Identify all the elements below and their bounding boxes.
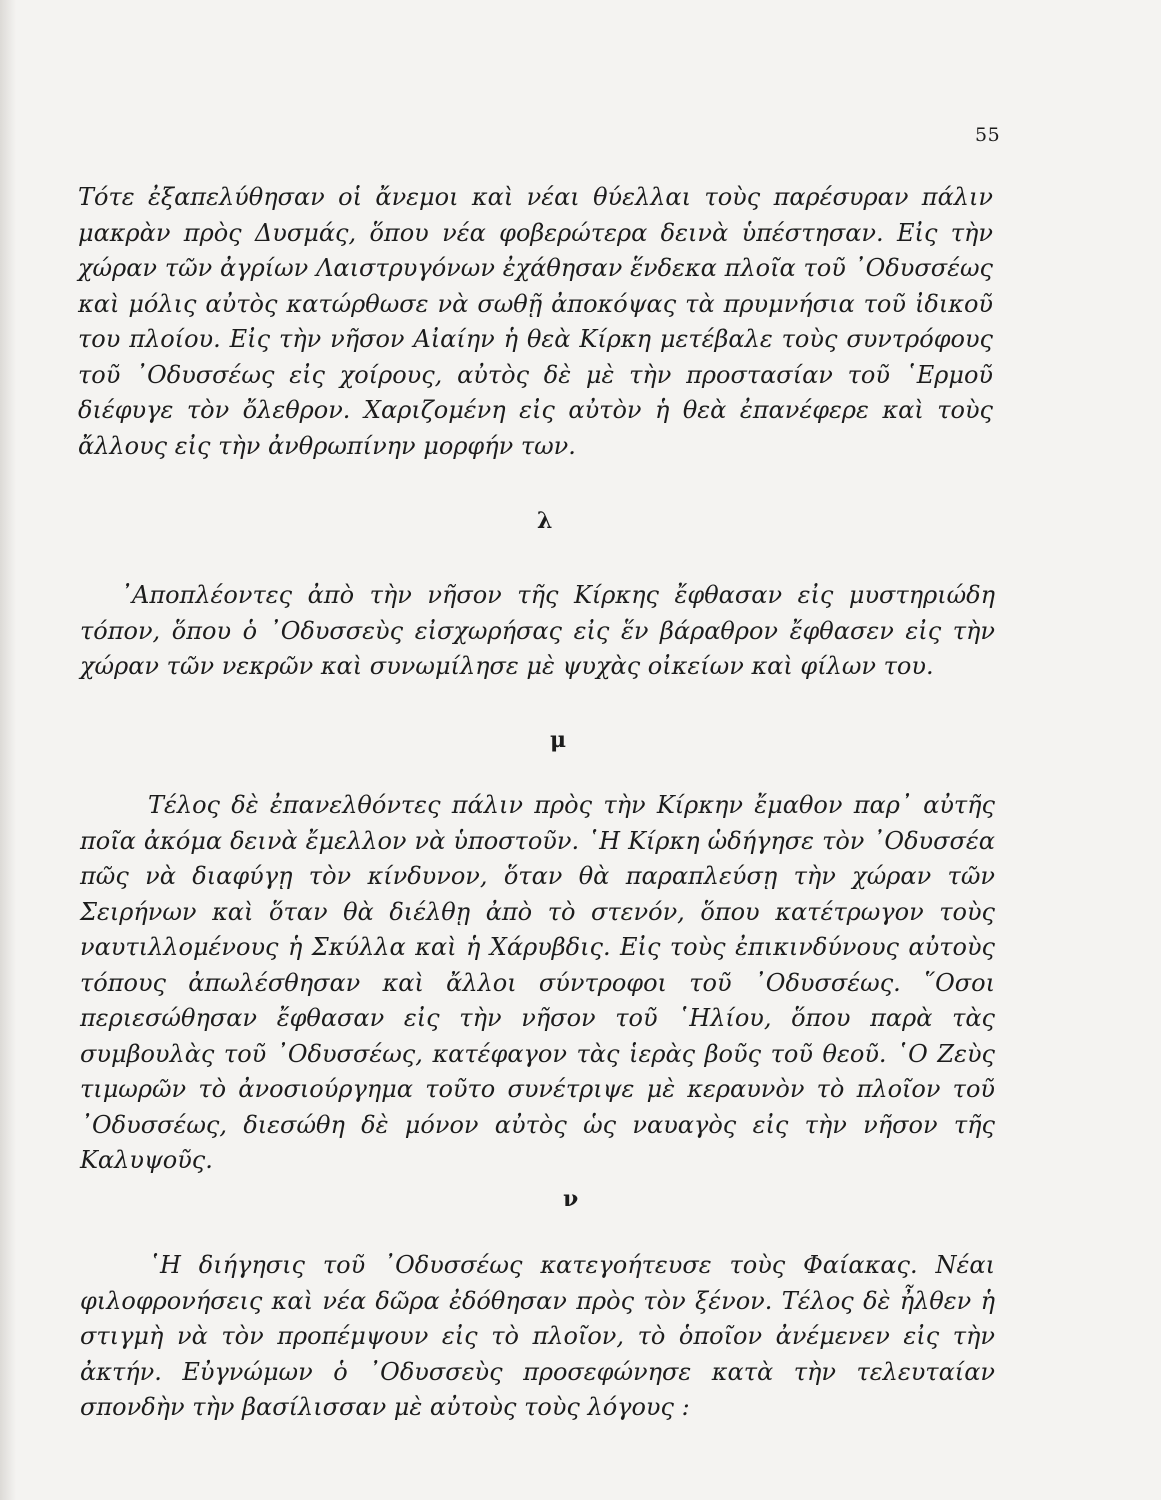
paragraph-underworld: ᾿Αποπλέοντες ἀπὸ τὴν νῆσον τῆς Κίρκης ἔφθασαν εἰς μυστηριώδη τόπον, ὅπου ὁ ᾿Οδυσσεὺς εἰσχωρήσας εἰς ἕν βάραθρον ἔφθασεν εἰς τὴν χώραν τῶν νεκρῶν καὶ συνωμίλησε μὲ ψυχὰς οἰκείων καὶ φίλων του. [80,581,995,680]
page-number: 55 [975,124,1001,146]
page-edge-shadow [0,0,16,1500]
paragraph-sirens-scylla: Τέλος δὲ ἐπανελθόντες πάλιν πρὸς τὴν Κίρκην ἔμαθον παρ᾿ αὐτῆς ποῖα ἀκόμα δεινὰ ἔμελλον νὰ ὑποστοῦν. ῾Η Κίρκη ὡδήγησε τὸν ᾿Οδυσσέα πῶς νὰ διαφύγῃ τὸν κίνδυνον, ὅταν θὰ παραπλεύσῃ τὴν χώραν τῶν Σειρήνων καὶ ὅταν θὰ διέλθῃ ἀπὸ τὸ στενόν, ὅπου κατέτρωγον τοὺς ναυτιλλομένους ἡ Σκύλλα καὶ ἡ Χάρυβδις. Εἰς τοὺς ἐπικινδύνους αὐτοὺς τόπους ἀπωλέσθησαν καὶ ἄλλοι σύντροφοι τοῦ ᾿Οδυσσέως. ῞Οσοι περιεσώθησαν ἔφθασαν εἰς τὴν νῆσον τοῦ ῾Ηλίου, ὅπου παρὰ τὰς συμβουλὰς τοῦ ᾿Οδυσσέως, κατέφαγον τὰς ἱερὰς βοῦς τοῦ θεοῦ. ῾Ο Ζεὺς τιμωρῶν τὸ ἀνοσιούργημα τοῦτο συνέτριψε μὲ κεραυνὸν τὸ πλοῖον τοῦ ᾿Οδυσσέως, διεσώθη δὲ μόνον αὐτὸς ὡς ναυαγὸς εἰς τὴν νῆσον τῆς Καλυψοῦς. [80,791,995,1174]
paragraph-phaeacians: ῾Η διήγησις τοῦ ᾿Οδυσσέως κατεγοήτευσε τοὺς Φαίακας. Νέαι φιλοφρονήσεις καὶ νέα δῶρα ἐδόθησαν πρὸς τὸν ξένον. Τέλος δὲ ἦλθεν ἡ στιγμὴ νὰ τὸν προπέμψουν εἰς τὸ πλοῖον, τὸ ὁποῖον ἀνέμενεν εἰς τὴν ἀκτήν. Εὐγνώμων ὁ ᾿Οδυσσεὺς προσεφώνησε κατὰ τὴν τελευταίαν σπονδὴν τὴν βασίλισσαν μὲ αὐτοὺς τοὺς λόγους : [80,1251,995,1421]
section-heading-mu: μ [550,727,567,753]
paragraph-laestrygonians-circe: Τότε ἐξαπελύθησαν οἱ ἄνεμοι καὶ νέαι θύελλαι τοὺς παρέσυραν πάλιν μακρὰν πρὸς Δυσμάς, ὅπου νέα φοβερώτερα δεινὰ ὑπέστησαν. Εἰς τὴν χώραν τῶν ἀγρίων Λαιστρυγόνων ἐχάθησαν ἕνδεκα πλοῖα τοῦ ᾿Οδυσσέως καὶ μόλις αὐτὸς κατώρθωσε νὰ σωθῇ ἀποκόψας τὰ πρυμνήσια τοῦ ἰδικοῦ του πλοίου. Εἰς τὴν νῆσον Αἰαίην ἡ θεὰ Κίρκη μετέβαλε τοὺς συντρόφους τοῦ ᾿Οδυσσέως εἰς χοίρους, αὐτὸς δὲ μὲ τὴν προστασίαν τοῦ ῾Ερμοῦ διέφυγε τὸν ὄλεθρον. Χαριζομένη εἰς αὐτὸν ἡ θεὰ ἐπανέφερε καὶ τοὺς ἄλλους εἰς τὴν ἀνθρωπίνην μορφήν των. [78,183,993,460]
section-heading-nu: ν [563,1186,579,1212]
section-heading-lambda: λ [537,508,553,534]
